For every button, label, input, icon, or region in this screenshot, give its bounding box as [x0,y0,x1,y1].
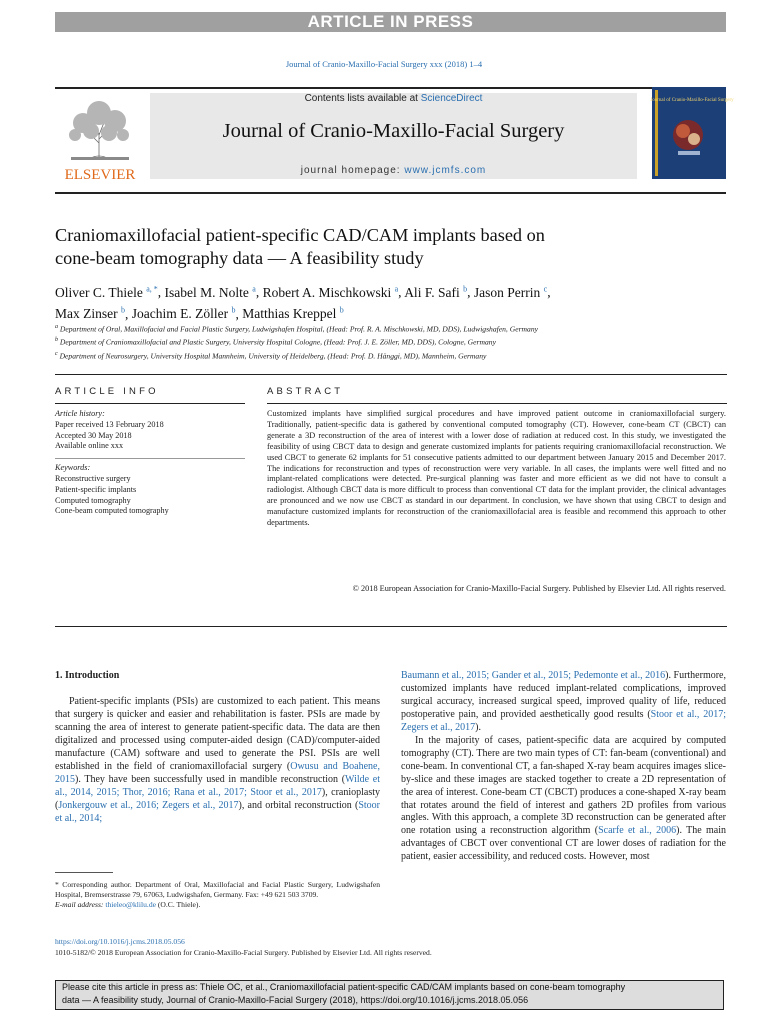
elsevier-tree-icon [55,93,145,183]
keywords-label: Keywords: [55,463,91,473]
cover-title: Journal of Cranio-Maxillo-Facial Surgery [650,98,734,103]
footnote-rule [55,872,113,873]
section-heading-introduction: 1. Introduction [55,670,120,681]
author-affiliation-marker[interactable]: b [231,305,236,315]
intro-right-column [401,670,726,864]
sciencedirect-link[interactable]: ScienceDirect [420,93,483,104]
intro-paragraph-1: Patient-specific implants (PSIs) are customized to each patient. This means that surgery is quicker and easier and rehabilitation is faster. PSIs are made by scanning the area of interest to generate patient-specific data. The data are then digitalized and processed using computer-aided design (CAD)/computer-aided manufacture (CAM) software and used to generate the PSI. PSIs are well established in the field of craniomaxillofacial surgery (Owusu and Boahene, 2015). They have been successfully used in mandible reconstruction (Wilde et al., 2014, 2015; Thor, 2016; Rana et al., 2017; Stoor et al., 2017), cranioplasty (Jonkergouw et al., 2016; Zegers et al., 2017), and orbital reconstruction (Stoor et al., 2014; [55,696,381,824]
affiliation-item: $^a$ Department of Oral, Maxillofacial and Facial Plastic Surgery, Ludwigshafen Hospital, (Head: Prof. R. A. Mischkowski, MD, DDS), Ludwigshafen, Germany [55,324,538,334]
homepage-prefix: journal homepage: [300,165,405,176]
affiliation-item: $^b$ Department of Craniomaxillofacial and Plastic Surgery, University Hospital Cologne, (Head: Prof. J. E. Zöller, MD, DDS), Cologne, Germany [55,337,496,347]
author-affiliation-marker[interactable]: a, * [146,284,158,293]
abstract-heading: ABSTRACT [267,386,344,397]
abstract-copyright: © 2018 European Association for Cranio-Maxillo-Facial Surgery. Published by Elsevier Ltd. All rights reserved. [352,584,726,593]
journal-title: Journal of Cranio-Maxillo-Facial Surgery [222,120,565,142]
history-item: Paper received 13 February 2018 [55,419,164,429]
info-divider [55,458,245,459]
keyword: Cone-beam computed tomography [55,506,169,516]
author[interactable]: Ali F. Safi $^b$ [404,284,468,300]
article-in-press-banner: ARTICLE IN PRESS [55,12,726,32]
author-affiliation-marker[interactable]: b [463,284,468,293]
article-info [55,409,245,517]
intro-paragraph-1-continued: Baumann et al., 2015; Gander et al., 2015; Pedemonte et al., 2016). Furthermore, customized implants have reduced implant-related complications, improved surgical accuracy, increased surgical speed, improved quality of life, reduced postoperative pain, and provided aesthetically good results (Stoor et al., 2017; Zegers et al., 2017). [401,670,726,733]
footnote-text: * Corresponding author. Department of Oral, Maxillofacial and Facial Plastic Surgery, Ludwigshafen Hospital, Bremserstrasse 79, 67063, Ludwigshafen, Germany. Fax: +49 621 503 3709. [55,880,380,900]
affiliation-item: $^c$ Department of Neurosurgery, University Hospital Mannheim, University of Heidelberg, (Head: Prof. D. Hänggi, MD), Mannheim, Germany [55,350,487,361]
author[interactable]: Matthias Kreppel $^b$ [242,305,344,321]
article-info-rule [55,403,245,404]
citation-link[interactable]: Jonkergouw et al., 2016; Zegers et al., 2017 [58,799,239,811]
article-title-line-2: cone-beam tomography data — A feasibility study [55,248,424,268]
header-bottom-rule [55,192,726,194]
article-info-heading: ARTICLE INFO [55,386,159,397]
corresponding-author-footnote: * Corresponding author. Department of Oral, Maxillofacial and Facial Plastic Surgery, Ludwigshafen Hospital, Bremserstrasse 79, 67063, Ludwigshafen, Germany. Fax: +49 621 503 3709. E-mail address: thieleo@klilu.de (O.C. Thiele). [55,880,380,910]
journal-reference-link[interactable]: Journal of Cranio-Maxillo-Facial Surgery xxx (2018) 1–4 [285,59,483,69]
author-list: Oliver C. Thiele $^{a, *}$, Isabel M. Nolte $^a$, Robert A. Mischkowski $^a$, Ali F. Safi $^b$, Jason Perrin $^c$, Max Zinser $^b$, Joachim E. Zöller $^b$, Matthias Kreppel $^b$ [55,284,551,321]
history-label: Article history: [55,409,105,418]
contents-prefix: Contents lists available at [304,93,421,104]
journal-cover-art [650,87,734,179]
article-title [55,224,675,270]
author[interactable]: Jason Perrin $^c$ [473,284,548,300]
keyword: Computed tomography [55,495,131,505]
abstract-text: Customized implants have simplified surgical procedures and have improved patient outcome in craniomaxillofacial surgery. Traditionally, patient-specific data is gathered by conventional computed tomography (CT). However, cone-beam CT (CBCT) can generate a 3D reconstruction of the area of interest with a lower dose of radiation at reduced cost. In this study, we investigated the feasibility of using CBCT data to design and generate customized implants for patients requiring craniomaxillofacial reconstruction. We used CBCT to generate 62 implants for 51 consecutive patients admitted to our department between January 2015 and December 2017. The indications for reconstruction and types of reconstruction were very variable. In all cases, the implants were well fitted and no implant-related complications were detected. Pre-surgical planning was faster and more efficient as we did not have to consult a radiologist. Although CBCT data is more difficult to process than conventional CT data for the implant provider, the clinical advantages are pronounced and we now use CBCT as standard in our department. In conclusion, we have shown that using CBCT to design and manufacture customized implants for reconstruction of the craniomaxillofacial area is feasible and recommend this approach to other departments. [267,409,726,528]
doi-block [55,937,726,958]
history-item: Available online xxx [55,441,124,451]
citation-link[interactable]: Wilde et al., 2014, 2015; Thor, 2016; Rana et al., 2017; Stoor et al., 2017 [55,773,381,798]
citation-link[interactable]: Owusu and Boahene, 2015 [55,760,380,785]
author-affiliation-marker[interactable]: b [120,305,125,315]
author-affiliation-marker[interactable]: b [339,305,344,315]
abstract-rule [267,403,727,404]
article-title-line-1: Craniomaxillofacial patient-specific CAD/CAM implants based on [55,225,545,245]
intro-paragraph-2: In the majority of cases, patient-specific data are acquired by computed tomography (CT). There are two main types of CT: fan-beam (conventional) and cone-beam. In conventional CT, a fan-shaped X-ray beam acquires images slice-by-slice and these images are stacked together to create a 2D representation of the area of interest. Cone-beam CT (CBCT) produces a cone-shaped X-ray beam that rotates around the field of interest and gathers 2D profiles from various angles. With this approach, a complete 3D reconstruction can be generated after one rotation using a reconstruction algorithm (Scarfe et al., 2006). The main advantages of CBCT over conventional CT are lower doses of radiation for the patient, easier accessibility, and reduced costs. However, most [401,734,726,863]
citation-link[interactable]: Scarfe et al., 2006 [598,825,677,837]
elsevier-wordmark: ELSEVIER [64,167,136,183]
elsevier-logo[interactable] [55,93,145,183]
author[interactable]: Joachim E. Zöller $^b$ [131,305,236,321]
author-affiliation-marker[interactable]: a [252,284,256,293]
cite-this-article-box [55,980,724,1010]
journal-cover-image[interactable] [650,87,734,179]
abstract-bottom-rule [55,626,727,627]
contents-line [150,93,637,104]
author[interactable]: Oliver C. Thiele $^{a, *}$ [55,284,158,300]
issn-copyright-line: 1010-5182/© 2018 European Association for Cranio-Maxillo-Facial Surgery. Published by Elsevier Ltd. All rights reserved. [55,947,432,957]
author[interactable]: Isabel M. Nolte $^a$ [164,284,256,300]
keyword: Patient-specific implants [55,484,137,494]
citation-link[interactable]: Stoor et al., 2014; [55,799,380,824]
email-label: E-mail address: [55,900,106,910]
email-link[interactable]: thieleo@klilu.de [105,900,156,910]
keyword: Reconstructive surgery [55,473,131,483]
history-item: Accepted 30 May 2018 [55,430,132,440]
homepage-link[interactable]: www.jcmfs.com [404,165,487,176]
header-top-rule [55,87,726,89]
info-top-rule [55,374,727,375]
citation-link[interactable]: Stoor et al., 2017; Zegers et al., 2017 [401,708,726,733]
journal-homepage-line [150,165,637,176]
citation-line-2: data — A feasibility study, Journal of Cranio-Maxillo-Facial Surgery (2018), https://doi.org/10.1016/j.jcms.2018.05.056 [62,995,529,1005]
citation-line-1: Please cite this article in press as: Thiele OC, et al., Craniomaxillofacial patient-specific CAD/CAM implants based on cone-beam tomography [62,982,626,992]
author[interactable]: Max Zinser $^b$ [55,305,125,321]
author-affiliation-marker[interactable]: c [543,284,548,293]
citation-link[interactable]: Baumann et al., 2015; Gander et al., 2015; Pedemonte et al., 2016 [401,670,666,681]
author[interactable]: Robert A. Mischkowski $^a$ [262,284,399,300]
author-affiliation-marker[interactable]: a [394,284,399,293]
doi-link[interactable]: https://doi.org/10.1016/j.jcms.2018.05.056 [55,937,185,946]
affiliations [55,322,726,362]
